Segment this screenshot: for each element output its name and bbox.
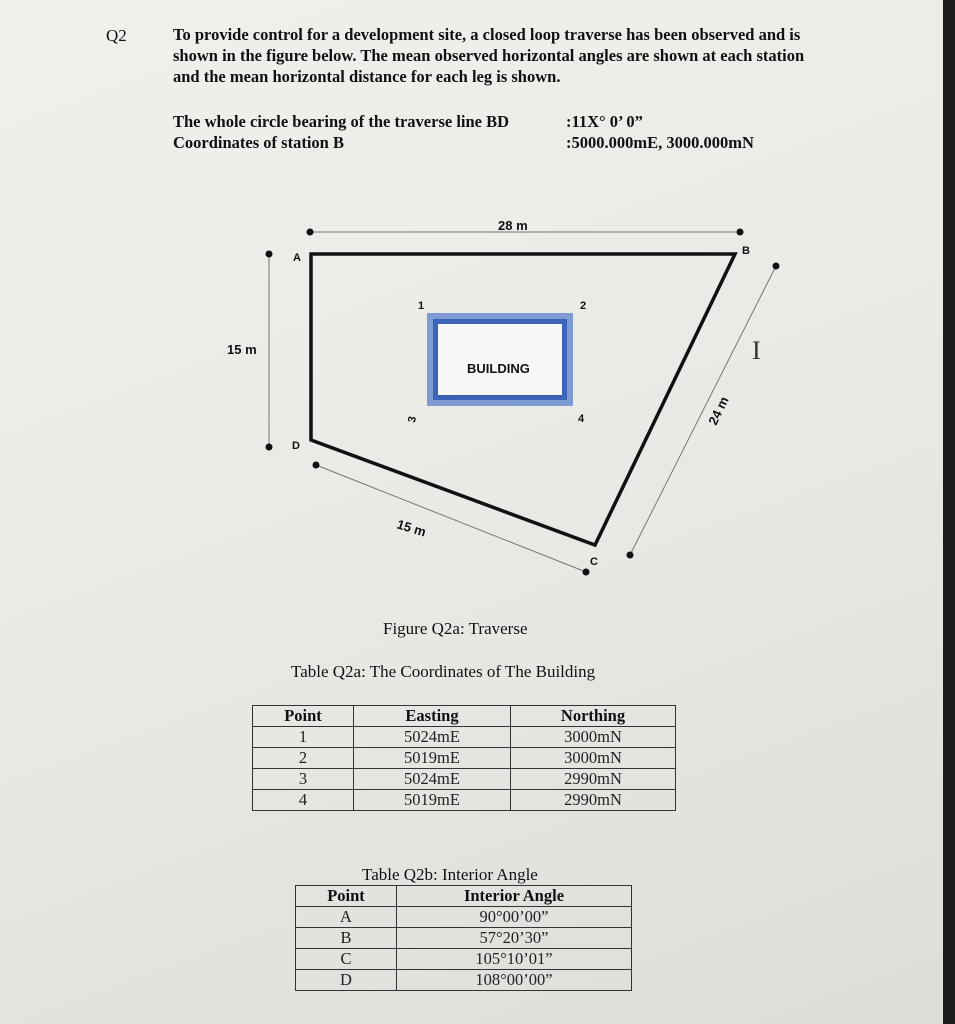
cell-northing: 2990mN (511, 769, 676, 790)
station-a-label: A (293, 252, 301, 264)
table-row (296, 949, 632, 970)
cell-easting: 5019mE (354, 790, 511, 811)
station-d-label: D (292, 440, 300, 452)
dimension-dot (627, 552, 634, 559)
building-interior (438, 324, 562, 395)
bearing-label: The whole circle bearing of the traverse line BD (173, 112, 510, 131)
column-header-easting: Easting (354, 706, 511, 727)
dimension-dot (266, 251, 273, 258)
text-cursor-icon: I (752, 336, 761, 365)
dimension-label-top: 28 m (498, 218, 528, 233)
cell-angle: 105°10’01” (397, 949, 632, 970)
cell-northing: 3000mN (511, 748, 676, 769)
table-row (253, 748, 676, 769)
column-header-interior-angle: Interior Angle (397, 886, 632, 907)
cell-point: 2 (253, 748, 354, 769)
table-q2a (252, 705, 676, 811)
cell-angle: 90°00’00” (397, 907, 632, 928)
building-corner-3: 3 (406, 415, 420, 424)
cell-point: 4 (253, 790, 354, 811)
dimension-dot (737, 229, 744, 236)
cell-northing: 2990mN (511, 790, 676, 811)
cell-point: 3 (253, 769, 354, 790)
station-b-label: B (742, 245, 750, 257)
cell-point: 1 (253, 727, 354, 748)
question-number: Q2 (106, 26, 127, 45)
cell-angle: 57°20’30” (397, 928, 632, 949)
cell-easting: 5024mE (354, 727, 511, 748)
bearing-value: :11X° 0’ 0” (566, 112, 643, 131)
cell-point: C (296, 949, 397, 970)
table-row (253, 790, 676, 811)
dimension-dot (313, 462, 320, 469)
table-q2b (295, 885, 632, 991)
column-header-point: Point (253, 706, 354, 727)
table-header-row (253, 706, 676, 727)
table-q2b-title: Table Q2b: Interior Angle (362, 865, 538, 884)
table-header-row (296, 886, 632, 907)
cell-point: A (296, 907, 397, 928)
dimension-dot (773, 263, 780, 270)
station-c-label: C (590, 556, 598, 568)
column-header-point: Point (296, 886, 397, 907)
table-row (296, 907, 632, 928)
cell-northing: 3000mN (511, 727, 676, 748)
cell-easting: 5019mE (354, 748, 511, 769)
coordinate-value: :5000.000mE, 3000.000mN (566, 133, 754, 152)
building-corner-4: 4 (578, 413, 585, 425)
dimension-line-right (630, 266, 776, 555)
dimension-line-bottom (316, 465, 586, 572)
cell-point: D (296, 970, 397, 991)
coordinate-label: Coordinates of station B (173, 133, 344, 152)
building-corner-2: 2 (580, 300, 587, 312)
dimension-label-left: 15 m (227, 342, 257, 357)
table-q2a-title: Table Q2a: The Coordinates of The Building (291, 662, 596, 681)
dimension-dot (307, 229, 314, 236)
table-row (296, 928, 632, 949)
table-row (296, 970, 632, 991)
table-row (253, 769, 676, 790)
dimension-dot (583, 569, 590, 576)
dimension-label-bottom: 15 m (395, 516, 428, 540)
building-corner-1: 1 (418, 300, 425, 312)
dimension-label-right: 24 m (705, 394, 732, 428)
question-intro: To provide control for a development site, a closed loop traverse has been observed and is shown in the figure below. The mean observed horizontal angles are shown at each station and the mean horizontal distance for each leg is shown. (173, 25, 805, 86)
building-label: BUILDING (467, 361, 530, 376)
table-row (253, 727, 676, 748)
column-header-northing: Northing (511, 706, 676, 727)
cell-angle: 108°00’00” (397, 970, 632, 991)
cell-point: B (296, 928, 397, 949)
cell-easting: 5024mE (354, 769, 511, 790)
figure-caption: Figure Q2a: Traverse (383, 619, 528, 638)
dimension-dot (266, 444, 273, 451)
